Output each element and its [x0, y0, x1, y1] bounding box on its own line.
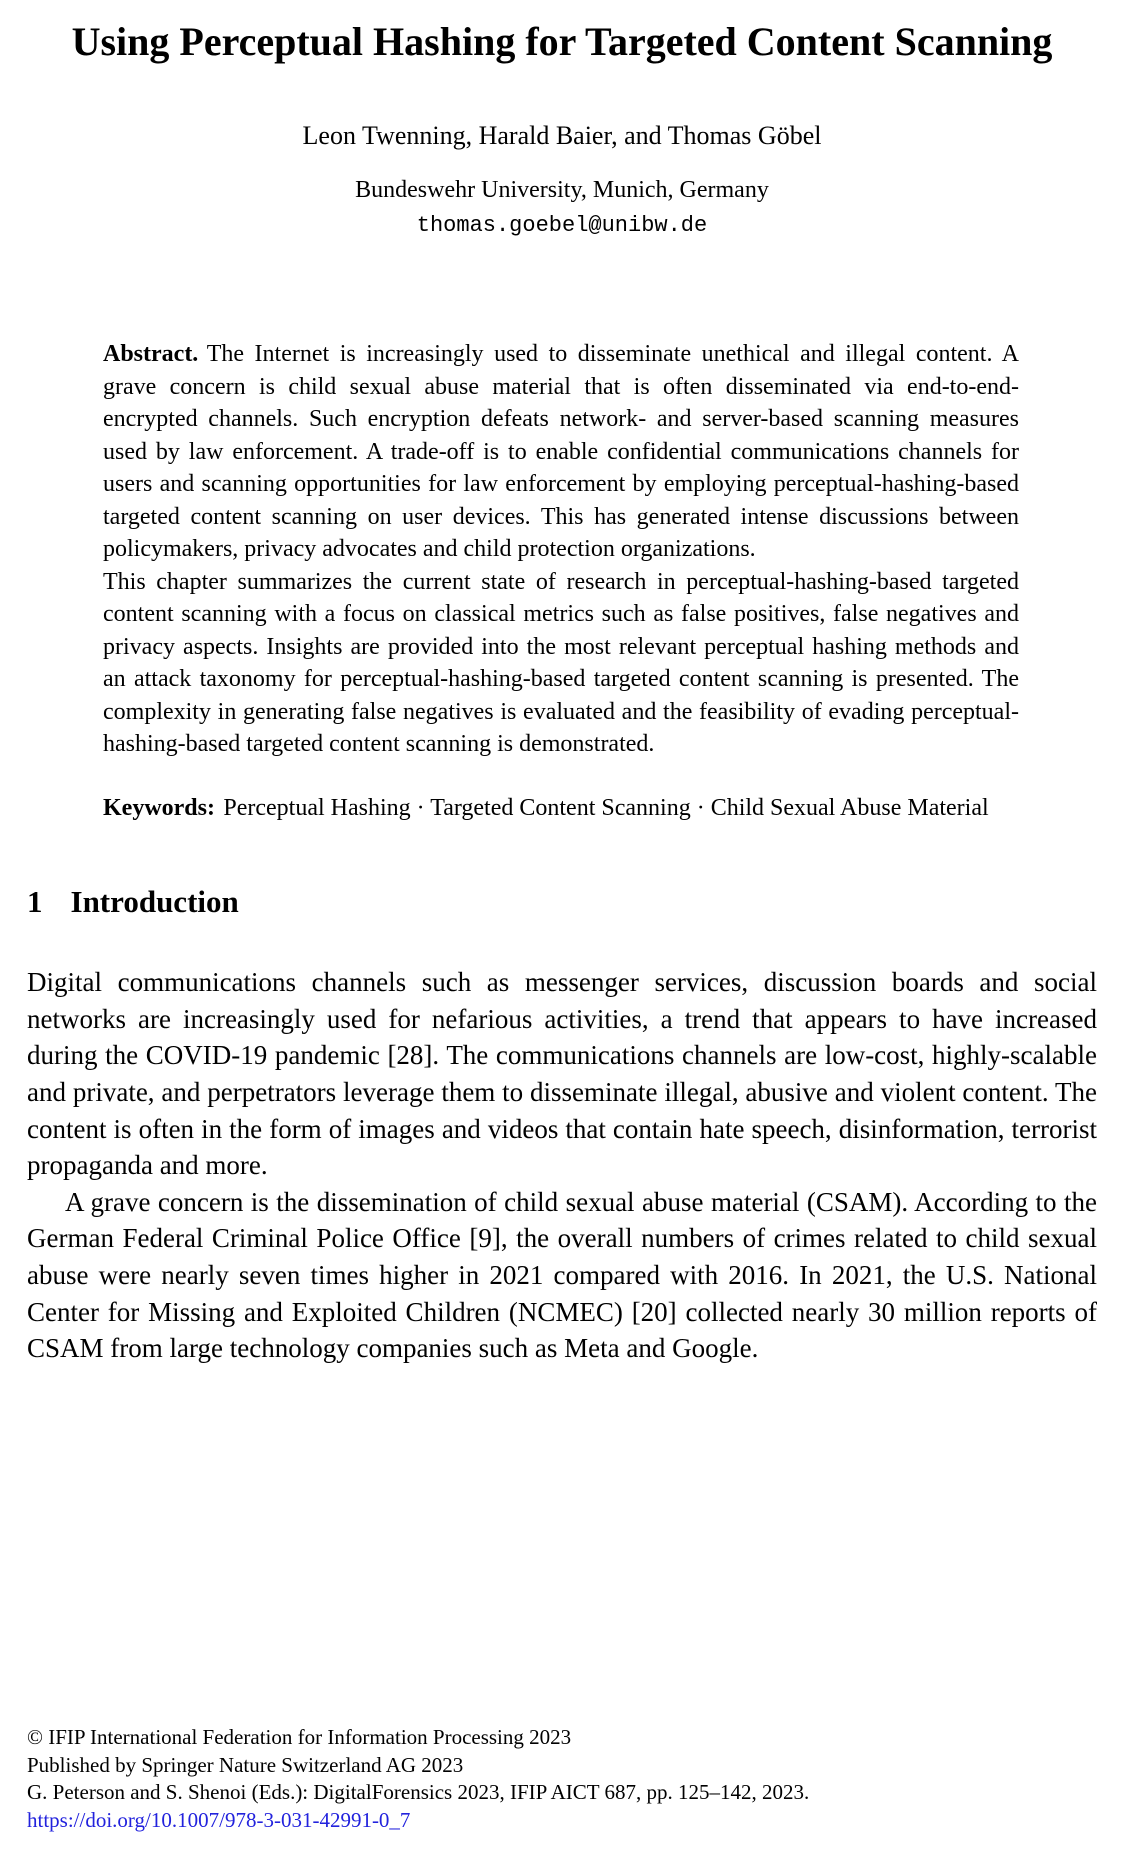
email-address: thomas.goebel@unibw.de	[416, 213, 708, 239]
keywords-line	[103, 792, 1019, 825]
intro-paragraph-1: Digital communications channels such as messenger services, discussion boards and social networks are increasingly used for nefarious activities, a trend that appears to have increased during the COVID-19 pandemic [28]. The communications channels are low-cost, highly-scalable and private, and perpetrators leverage them to disseminate illegal, abusive and violent content. The content is often in the form of images and videos that contain hate speech, disinformation, terrorist propaganda and more.	[27, 967, 1097, 1181]
intro-paragraph-2: A grave concern is the dissemination of child sexual abuse material (CSAM). According to the German Federal Criminal Police Office [9], the overall numbers of crimes related to child sexual abuse were nearly seven times higher in 2021 compared with 2016. In 2021, the U.S. National Center for Missing and Exploited Children (NCMEC) [20] collected nearly 30 million reports of CSAM from large technology companies such as Meta and Google.	[27, 1186, 1097, 1364]
section-number: 1	[27, 884, 43, 920]
abstract-block	[27, 338, 1097, 824]
doi-link[interactable]: https://doi.org/10.1007/978-3-031-42991-0_7	[27, 1807, 411, 1832]
publisher-line: Published by Springer Nature Switzerland AG 2023	[27, 1752, 464, 1777]
section-title: Introduction	[70, 884, 239, 920]
section-heading	[27, 884, 1097, 920]
page-footer	[27, 1724, 1097, 1834]
authors-line: Leon Twenning, Harald Baier, and Thomas Göbel	[302, 121, 822, 151]
abstract-text-1: The Internet is increasingly used to disseminate unethical and illegal content. A grave concern is child sexual abuse material that is often disseminated via end-to-end-encrypted channels. Such encryption defeats network- and server-based scanning measures used by law enforcement. A trade-off is to enable confidential communications channels for users and scanning opportunities for law enforcement by employing perceptual-hashing-based targeted content scanning on user devices. This has generated intense discussions between policymakers, privacy advocates and child protection organizations.	[103, 341, 1019, 563]
keywords-label: Keywords:	[103, 794, 215, 821]
keywords-text: Perceptual Hashing · Targeted Content Scanning · Child Sexual Abuse Material	[223, 794, 989, 821]
abstract-paragraph-2: This chapter summarizes the current state of research in perceptual-hashing-based targeted content scanning with a focus on classical metrics such as false positives, false negatives and privacy aspects. Insights are provided into the most relevant perceptual hashing methods and an attack taxonomy for perceptual-hashing-based targeted content scanning is presented. The complexity in generating false negatives is evaluated and the feasibility of evading perceptual-hashing-based targeted content scanning is demonstrated.	[103, 568, 1019, 758]
copyright-line: © IFIP International Federation for Information Processing 2023	[27, 1725, 572, 1749]
abstract-paragraph-1	[103, 338, 1019, 566]
abstract-label: Abstract.	[103, 341, 199, 368]
affiliation-line: Bundeswehr University, Munich, Germany	[355, 177, 769, 204]
citation-line: G. Peterson and S. Shenoi (Eds.): DigitalForensics 2023, IFIP AICT 687, pp. 125–142, 2023.	[27, 1780, 810, 1804]
paper-title: Using Perceptual Hashing for Targeted Content Scanning	[71, 19, 1053, 64]
